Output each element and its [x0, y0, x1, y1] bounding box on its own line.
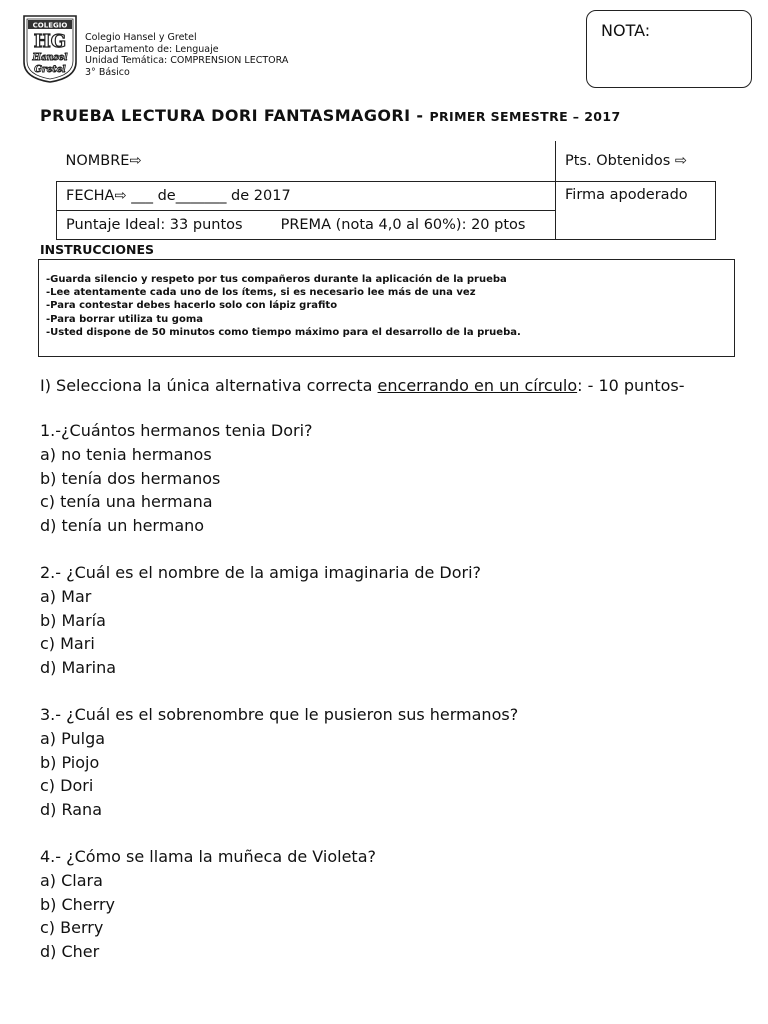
grade-label: NOTA: — [601, 21, 651, 40]
school-logo — [22, 14, 78, 84]
instructions-box — [38, 259, 735, 357]
school-name: Colegio Hansel y Gretel — [85, 32, 197, 43]
school-unit: Unidad Temática: COMPRENSION LECTORA — [85, 55, 289, 66]
option-a[interactable]: a) Mar — [40, 586, 92, 606]
question-text: 3.- ¿Cuál es el sobrenombre que le pusieron sus hermanos? — [40, 705, 519, 724]
logo-text-top: COLEGIO — [32, 21, 68, 30]
instructions-heading: INSTRUCCIONES — [40, 242, 155, 257]
date-field[interactable] — [57, 182, 556, 211]
question-4 — [40, 845, 376, 964]
instruction-line: -Lee atentamente cada uno de los ítems, si es necesario lee más de una vez — [46, 287, 476, 299]
logo-text-middle: Hansel — [32, 53, 68, 63]
name-field[interactable] — [57, 141, 556, 182]
option-d[interactable]: d) tenía un hermano — [40, 516, 205, 536]
section-instruction — [40, 376, 685, 395]
option-c[interactable]: c) tenía una hermana — [40, 492, 213, 512]
option-c[interactable]: c) Dori — [40, 776, 94, 796]
signature-label: Firma apoderado — [565, 187, 688, 203]
question-2 — [40, 561, 481, 680]
option-a[interactable]: a) Pulga — [40, 728, 106, 748]
instruction-line: -Para borrar utiliza tu goma — [46, 313, 203, 325]
ideal-score: Puntaje Ideal: 33 puntos — [66, 217, 243, 233]
title-sub: PRIMER SEMESTRE – 2017 — [429, 109, 621, 124]
option-d[interactable]: d) Rana — [40, 800, 102, 820]
question-text: 1.-¿Cuántos hermanos tenia Dori? — [40, 421, 313, 440]
option-b[interactable]: b) Piojo — [40, 752, 100, 772]
points-label: Pts. Obtenidos ⇨ — [565, 153, 688, 169]
section-underlined: encerrando en un círculo — [377, 376, 578, 395]
option-b[interactable]: b) Cherry — [40, 894, 115, 914]
section-suffix: : - 10 puntos- — [577, 376, 685, 395]
section-prefix: I) Selecciona la única alternativa correcta — [40, 376, 378, 395]
school-grade: 3° Básico — [85, 66, 130, 78]
score-info — [57, 211, 556, 240]
school-department: Departamento de: Lenguaje — [85, 43, 219, 55]
instruction-line: -Usted dispone de 50 minutos como tiempo máximo para el desarrollo de la prueba. — [46, 326, 521, 338]
points-field[interactable] — [556, 141, 716, 182]
option-b[interactable]: b) tenía dos hermanos — [40, 468, 221, 488]
date-label: FECHA⇨ ___ de_______ de 2017 — [66, 188, 291, 204]
school-info — [85, 32, 288, 78]
option-b[interactable]: b) María — [40, 610, 106, 630]
question-text: 2.- ¿Cuál es el nombre de la amiga imaginaria de Dori? — [40, 563, 482, 582]
question-text: 4.- ¿Cómo se llama la muñeca de Violeta? — [40, 847, 376, 866]
grade-box[interactable] — [586, 10, 752, 88]
title-main: PRUEBA LECTURA DORI FANTASMAGORI - — [40, 106, 430, 125]
option-c[interactable]: c) Berry — [40, 918, 104, 938]
logo-text-bottom: Gretel — [34, 65, 66, 75]
option-d[interactable]: d) Marina — [40, 658, 117, 678]
prema-score: PREMA (nota 4,0 al 60%): 20 ptos — [280, 217, 526, 233]
option-a[interactable]: a) Clara — [40, 870, 103, 890]
page-title — [40, 106, 621, 125]
option-a[interactable]: a) no tenia hermanos — [40, 444, 212, 464]
logo-monogram: HG — [33, 31, 67, 52]
instruction-line: -Para contestar debes hacerlo solo con lápiz grafito — [46, 300, 338, 312]
option-d[interactable]: d) Cher — [40, 942, 100, 962]
signature-field[interactable] — [556, 182, 716, 240]
question-1 — [40, 419, 313, 538]
question-3 — [40, 703, 518, 822]
instruction-line: -Guarda silencio y respeto por tus compañeros durante la aplicación de la prueba — [46, 274, 507, 285]
option-c[interactable]: c) Mari — [40, 634, 95, 654]
student-info-table — [56, 141, 716, 240]
name-label: NOMBRE⇨ — [65, 153, 142, 169]
